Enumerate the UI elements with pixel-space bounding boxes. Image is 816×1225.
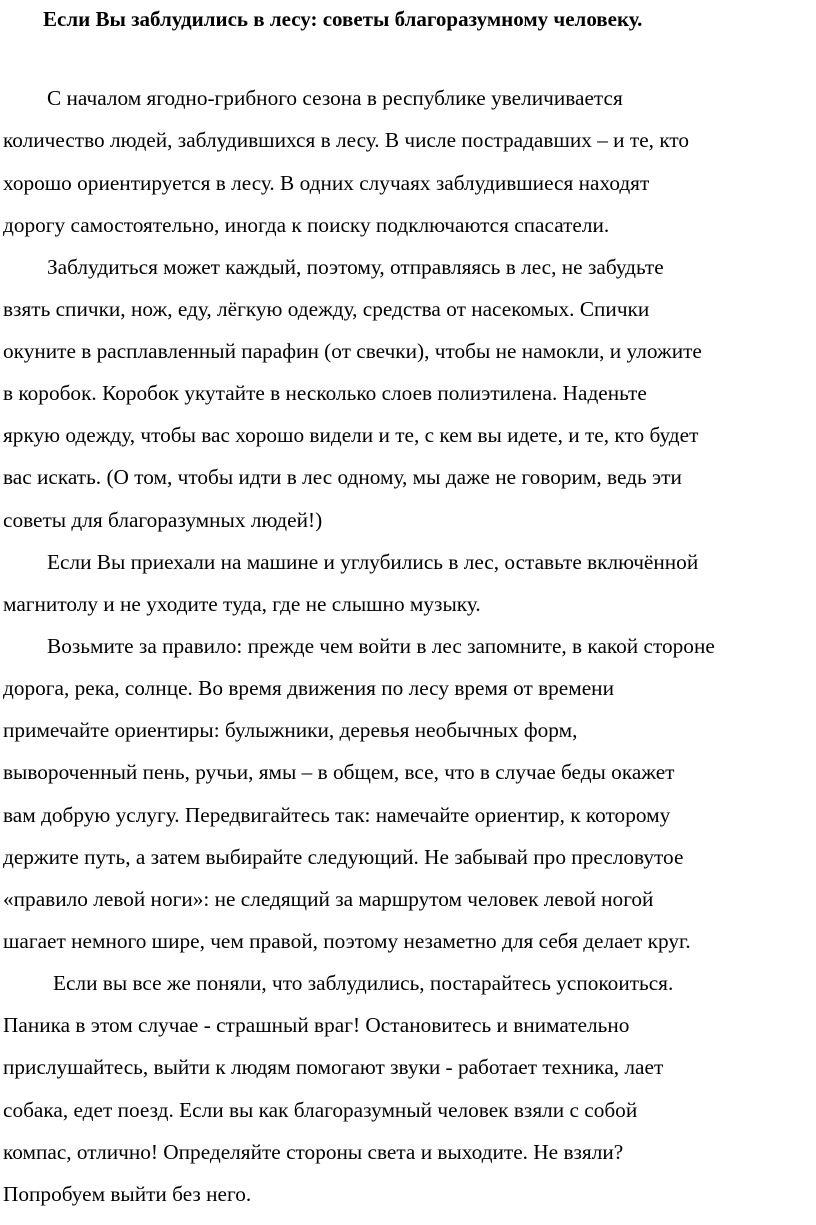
- text-line: дорога, река, солнце. Во время движения по лесу время от времени: [3, 676, 614, 700]
- text-line: Заблудиться может каждый, поэтому, отправляясь в лес, не забудьте: [47, 255, 664, 279]
- text-line: вывороченный пень, ручьи, ямы – в общем, все, что в случае беды окажет: [3, 760, 675, 784]
- text-line: компас, отлично! Определяйте стороны света и выходите. Не взяли?: [3, 1140, 624, 1164]
- text-line: в коробок. Коробок укутайте в несколько слоев полиэтилена. Наденьте: [3, 381, 647, 405]
- text-line: прислушайтесь, выйти к людям помогают звуки - работает техника, лает: [3, 1055, 664, 1079]
- text-line: собака, едет поезд. Если вы как благоразумный человек взяли с собой: [3, 1098, 638, 1122]
- text-line: хорошо ориентируется в лесу. В одних случаях заблудившиеся находят: [3, 171, 650, 195]
- text-line: количество людей, заблудившихся в лесу. В числе пострадавших – и те, кто: [3, 128, 690, 152]
- text-line: Попробуем выйти без него.: [3, 1182, 252, 1206]
- text-line: вам добрую услугу. Передвигайтесь так: намечайте ориентир, к которому: [3, 803, 671, 827]
- text-line: взять спички, нож, еду, лёгкую одежду, средства от насекомых. Спички: [3, 297, 650, 321]
- text-line: С началом ягодно-грибного сезона в республике увеличивается: [47, 86, 623, 110]
- text-line: Если Вы приехали на машине и углубились в лес, оставьте включённой: [47, 550, 699, 574]
- text-line: советы для благоразумных людей!): [3, 508, 323, 532]
- document-title: Если Вы заблудились в лесу: советы благоразумному человеку.: [43, 7, 643, 31]
- text-line: магнитолу и не уходите туда, где не слышно музыку.: [3, 592, 481, 616]
- text-line: вас искать. (О том, чтобы идти в лес одному, мы даже не говорим, ведь эти: [3, 465, 682, 489]
- text-line: Если вы все же поняли, что заблудились, постарайтесь успокоиться.: [53, 971, 674, 995]
- text-line: примечайте ориентиры: булыжники, деревья необычных форм,: [3, 718, 578, 742]
- text-line: «правило левой ноги»: не следящий за маршрутом человек левой ногой: [3, 887, 654, 911]
- text-line: Возьмите за правило: прежде чем войти в лес запомните, в какой стороне: [47, 634, 715, 658]
- text-line: яркую одежду, чтобы вас хорошо видели и те, с кем вы идете, и те, кто будет: [3, 423, 699, 447]
- text-line: дорогу самостоятельно, иногда к поиску подключаются спасатели.: [3, 213, 610, 237]
- text-line: шагает немного шире, чем правой, поэтому незаметно для себя делает круг.: [3, 929, 691, 953]
- text-line: Паника в этом случае - страшный враг! Остановитесь и внимательно: [3, 1013, 630, 1037]
- text-line: окуните в расплавленный парафин (от свечки), чтобы не намокли, и уложите: [3, 339, 702, 363]
- text-line: держите путь, а затем выбирайте следующий. Не забывай про пресловутое: [3, 845, 684, 869]
